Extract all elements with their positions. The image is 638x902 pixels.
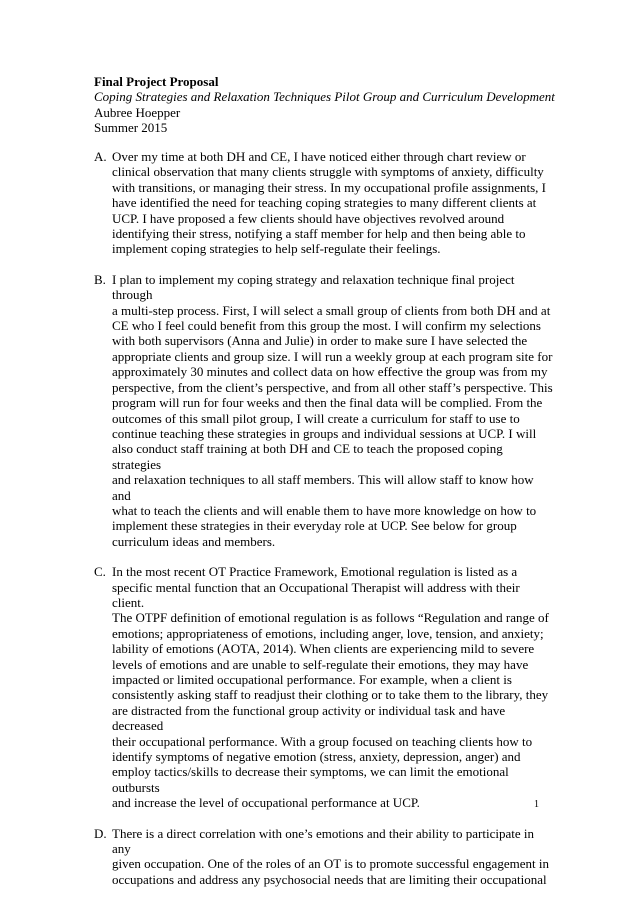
document-title: Final Project Proposal bbox=[94, 74, 219, 89]
document-header bbox=[94, 74, 554, 136]
section-b bbox=[94, 272, 554, 549]
section-text: Over my time at both DH and CE, I have noticed either through chart review or clinical observation that many clients struggle with symptoms of anxiety, difficulty with transitions, or managing their stress. In my occupational profile assignments, I have identified the need for teaching coping strategies to many different clients at UCP. I have proposed a few clients should have objectives revolved around identifying their stress, notifying a staff member for help and then being able to implement coping strategies to help self-regulate their feelings. bbox=[112, 149, 546, 257]
section-marker: D. bbox=[94, 825, 107, 841]
section-text: There is a direct correlation with one’s emotions and their ability to participate in any given occupation. One of the roles of an OT is to promote successful engagement in occupations and address any psychosocial needs that are limiting their occupational bbox=[112, 825, 549, 887]
document-subtitle: Coping Strategies and Relaxation Techniques Pilot Group and Curriculum Development bbox=[94, 89, 555, 105]
section-d bbox=[94, 826, 554, 888]
section-text: In the most recent OT Practice Framework, Emotional regulation is listed as a specific mental function that an Occupational Therapist will address with their client. The OTPF definition of emotional regulation is as follows “Regulation and range of emotions; appropriateness of emotions, including anger, love, tension, and anxiety; lability of emotions (AOTA, 2014). When clients are experiencing mild to severe levels of emotions and are unable to self-regulate their emotions, they may have impacted or limited occupational performance. For example, when a client is consistently asking staff to readjust their clothing or to take them to the library, they are distracted from the functional group activity or individual task and have decreased their occupational performance. With a group focused on teaching clients how to identify symptoms of negative emotion (stress, anxiety, depression, anger) and employ tactics/skills to decrease their symptoms, we can limit the emotional outbursts and increase the level of occupational performance at UCP. bbox=[112, 564, 549, 811]
page-number: 1 bbox=[534, 799, 539, 810]
section-a bbox=[94, 149, 554, 257]
section-marker: A. bbox=[94, 149, 107, 164]
section-marker: B. bbox=[94, 271, 106, 287]
term-date: Summer 2015 bbox=[94, 120, 168, 136]
section-marker: C. bbox=[94, 564, 106, 580]
section-c bbox=[94, 564, 554, 811]
proposal-sections bbox=[94, 149, 554, 902]
author-name: Aubree Hoepper bbox=[94, 104, 181, 120]
section-text: I plan to implement my coping strategy and relaxation technique final project through a multi-step process. First, I will select a small group of clients from both DH and at CE who I feel could benefit from this group the most. I will confirm my selections with both supervisors (Anna and Julie) in order to make sure I have selected the appropriate clients and group size. I will run a weekly group at each program site for approximately 30 minutes and collect data on how effective the group was from my perspective, from the client’s perspective, and from all other staff’s perspective. This program will run for four weeks and then the final data will be complied. From the outcomes of this small pilot group, I will create a curriculum for staff to use to continue teaching these strategies in groups and individual sessions at UCP. I will also conduct staff training at both DH and CE to teach the proposed coping strategies and relaxation techniques to all staff members. This will allow staff to know how and what to teach the clients and will enable them to have more knowledge on how to implement these strategies in their everyday role at UCP. See below for group curriculum ideas and members. bbox=[112, 271, 553, 549]
